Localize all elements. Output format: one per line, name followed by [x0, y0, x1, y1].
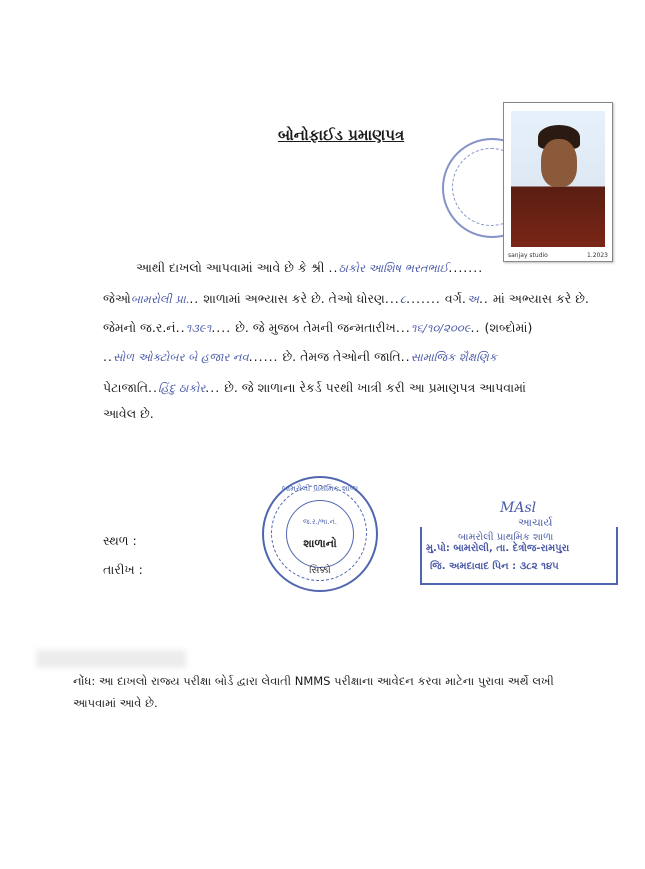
photo-studio-label: sanjay studio: [508, 252, 548, 259]
photo-year-label: 1.2023: [587, 252, 608, 259]
seal-school-text: શાળાનો: [303, 536, 337, 550]
dob-in-words: સોળ ઓક્ટોબર બે હજાર નવ: [112, 350, 249, 364]
principal-stamp: [420, 527, 618, 585]
body-line-3: જેમનો જ.ર.નં..૧૩૯૧.... છે. જે મુજબ તેમની જન્મતારીખ...૧૬/૧૦/૨૦૦૯.. (શબ્દોમાં): [103, 320, 533, 335]
seal-bottom-text: સિક્કો: [309, 565, 331, 576]
student-photo: [503, 102, 613, 262]
standard-value: ૮: [399, 292, 407, 306]
school-name: બામરોલી પ્રા.: [130, 292, 190, 306]
body-line-5: પેટાજાતિ..હિંદુ ઠાકોર... છે. જે શાળાના રેકર્ડ પરથી ખાત્રી કરી આ પ્રમાણપત્ર આપવામાં: [103, 380, 526, 395]
note-line-1: નોંધ: આ દાખલો રાજ્ય પરીક્ષા બોર્ડ દ્વારા લેવાતી NMMS પરીક્ષાના આવેદન કરવા માટેના પુરાવા અર્થે લખી: [73, 674, 554, 688]
body-line-1: આથી દાખલો આપવામાં આવે છે કે શ્રી ..ઠાકોર આશિષ ભરતભાઈ.......: [136, 260, 484, 275]
stamp-address-2: જિ. અમદાવાદ પિન : ૩૮૨ ૧૪૫: [430, 561, 559, 572]
student-name: ઠાકોર આશિષ ભરતભાઈ: [338, 261, 449, 275]
caste-value: સામાજિક શૈક્ષણિક: [410, 350, 497, 364]
principal-signature: MAsl: [500, 500, 537, 516]
registration-number: ૧૩૯૧: [185, 321, 212, 335]
page-title: બોનોફાઈડ પ્રમાણપત્ર: [278, 126, 405, 144]
place-label: સ્થળ :: [103, 533, 137, 548]
body-line-6: આવેલ છે.: [103, 406, 154, 421]
stamp-school-name: બામરોલી પ્રાથમિક શાળા: [458, 532, 554, 543]
photo-image: [511, 111, 605, 247]
principal-role: આચાર્ય: [518, 516, 553, 529]
line1-text: આથી દાખલો આપવામાં આવે છે કે શ્રી: [136, 260, 325, 275]
seal-outer-text: બામરોલી પ્રાથમિક શાળા: [281, 484, 359, 493]
body-line-4: ..સોળ ઓક્ટોબર બે હજાર નવ...... છે. તેમજ તેઓની જાતિ..સામાજિક શૈક્ષણિક: [103, 349, 497, 364]
date-of-birth: ૧૬/૧૦/૨૦૦૯: [410, 321, 471, 335]
body-line-2: જેઓબામરોલી પ્રા... શાળામાં અભ્યાસ કરે છે. તેઓ ધોરણ...૮....... વર્ગ.અ.. માં અભ્યાસ કરે છે.: [103, 291, 589, 306]
date-label: તારીખ :: [103, 562, 143, 577]
school-seal: [262, 476, 378, 592]
subcaste-value: હિંદુ ઠાકોર: [157, 381, 206, 395]
note-line-2: આપવામાં આવે છે.: [73, 696, 158, 710]
stamp-address-1: મુ.પો: બામરોલી, તા. દેત્રોજ-રામપુરા: [426, 543, 570, 554]
seal-reg-text: જ.ર./ભા.નં.: [302, 517, 338, 526]
class-value: અ: [466, 292, 479, 306]
